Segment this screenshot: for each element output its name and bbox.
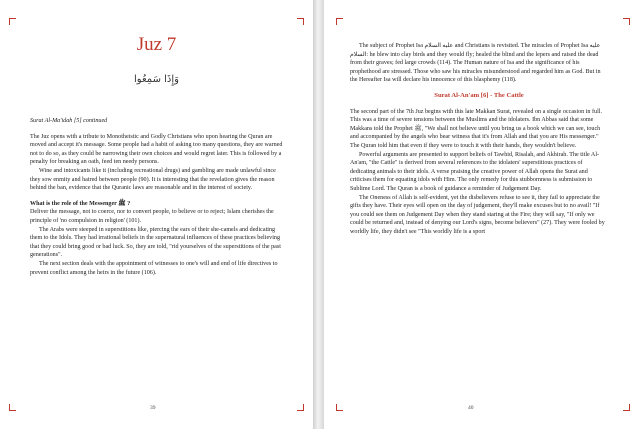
crop-mark [336,18,343,25]
paragraph: The Arabs were steeped in superstitions like, piercing the ears of their she-camels and dedicating them to the Idols. They had irrational beliefs in the supernatural influences of these practices believing that they could bring good or bad luck. So, they are told, "rid yourselves of the superstitions of the past generations". [30,226,281,259]
left-page-text [30,117,286,277]
arabic-heading: وَإِذَا سَمِعُوا [134,74,179,85]
crop-mark [623,18,630,25]
crop-mark [9,18,16,25]
crop-mark [297,18,304,25]
paragraph: Wine and intoxicants like it (including recreational drugs) and gambling are made unlawful since they sow enmity and hatred between people (90). It is interesting that the revelation gives the reason behind the ban, evidence that the Quranic laws are reasonable and in the interest of society. [30,167,276,192]
page-number: 39 [150,405,156,411]
paragraph: Powerful arguments are presented to support beliefs of Tawhid, Risalah, and Akhirah. The title Al-An'am, "the Cattle" is derived from several references to the idolaters' superstitious practices of dedicating animals to their idols. A verse praising the creative power of Allah opens the Surat and criticises them for equating idols with Him. The only remedy for this stubbornness is submission to Sublime Lord. The Quran is a book of guidance a reminder of Judgement Day. [350,151,600,192]
crop-mark [297,404,304,411]
paragraph: The Oneness of Allah is self-evident, yet the disbelievers refuse to see it, they fail to appreciate the gifts they have. Their eyes will open on the day of judgement, they'll make excuses but to no avail! "If you could see them on Judgement Day when they stand staring at the Fire; they will say, "If only we could be returned and, instead of denying our Lord's signs, become believers" (27). They were fooled by worldly life, they didn't see "This worldly life is a sport [350,194,605,235]
paragraph: The next section deals with the appointment of witnesses to one's will and end of life directives to prevent conflict among the heirs in the future (106). [30,260,278,276]
surah-heading: Surat Al-An'am [6] - The Cattle [434,91,524,99]
page-number: 40 [468,405,474,411]
crop-mark [336,404,343,411]
section-question: What is the role of the Messenger ﷺ ? [30,200,131,207]
book-gutter [313,0,324,429]
paragraph: The subject of Prophet Isa عليه السلام and Christians is revisited. The miracles of Prophet Isa عليه السلام: he blew into clay birds and they would fly; healed the blind and the lepers and raised the dead from their graves; fed large crowds (114). The Human nature of Isa and the significance of his prophethood are stressed. Those who saw his miracles misunderstood and regarded him as God. But in the Hereafter Isa will declare his innocence of this blasphemy (118). [350,43,601,84]
paragraph: Deliver the message, not to coerce, nor to convert people, to believe or to reject; Islam cherishes the principle of 'no compulsion in religion' (101). [30,209,274,224]
right-page [324,0,639,429]
crop-mark [9,404,16,411]
crop-mark [623,404,630,411]
right-page-text [350,42,608,236]
juz-title: Juz 7 [136,34,177,55]
left-page [0,0,313,429]
paragraph: The second part of the 7th Juz begins with this late Makkan Surat, revealed on a single occasion in full. This was a time of severe tensions between the Muslims and the idolaters. Ibn Abbas said that some Makkans told the Prophet ﷺ, "We shall not believe until you bring us a book which we can see, touch and accompanied by the angels who bear witness that it's from Allah and that you are His messenger." The Quran told him that even if they were to touch it with their hands, they wouldn't believe. [350,108,602,149]
section-caption: Surat Al-Ma'idah [5] continued [30,118,108,124]
paragraph: The Juz opens with a tribute to Monotheistic and Godly Christians who upon hearing the Quran are moved and accept it's message. Some people had a habit of asking too many questions, they are warned not to do so, as they could be narrowing their own choices and would regret later. This is followed by a penalty for breaking an oath, feed ten needy persons. [30,133,283,166]
